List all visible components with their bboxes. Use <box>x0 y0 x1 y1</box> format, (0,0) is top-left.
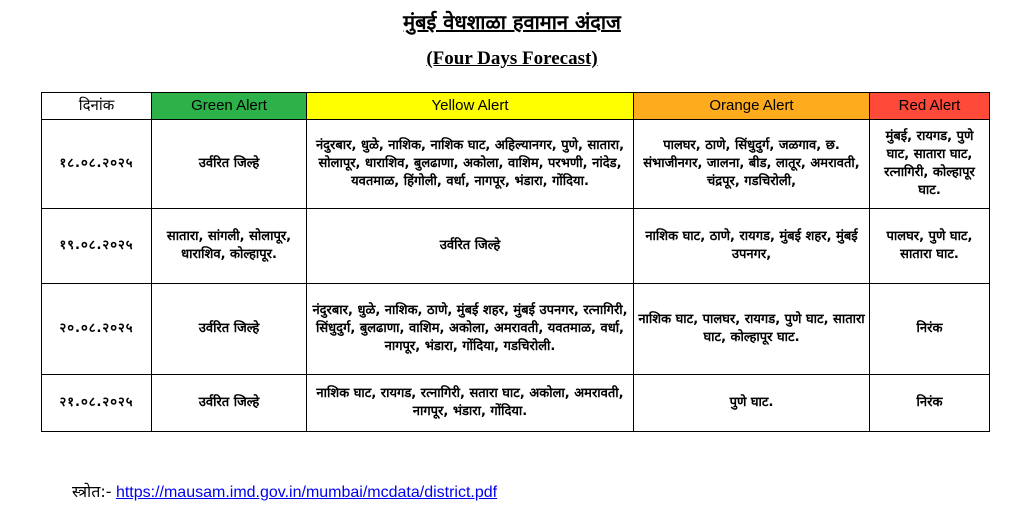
source-link[interactable]: https://mausam.imd.gov.in/mumbai/mcdata/district.pdf <box>115 484 498 501</box>
cell-red: निरंक <box>870 284 990 375</box>
table-row <box>42 284 990 375</box>
cell-orange: पुणे घाट. <box>634 375 870 432</box>
cell-orange: नाशिक घाट, ठाणे, रायगड, मुंबई शहर, मुंबई उपनगर, <box>634 209 870 284</box>
cell-orange: नाशिक घाट, पालघर, रायगड, पुणे घाट, सातारा घाट, कोल्हापूर घाट. <box>634 284 870 375</box>
cell-green: उर्वरित जिल्हे <box>152 375 307 432</box>
forecast-table <box>41 92 990 432</box>
header-orange-alert: Orange Alert <box>634 93 870 120</box>
cell-green: उर्वरित जिल्हे <box>152 120 307 209</box>
cell-red: निरंक <box>870 375 990 432</box>
cell-green: सातारा, सांगली, सोलापूर, धाराशिव, कोल्हापूर. <box>152 209 307 284</box>
table-row <box>42 209 990 284</box>
source-label: स्त्रोत:- <box>72 482 112 501</box>
cell-yellow: नंदुरबार, धुळे, नाशिक, ठाणे, मुंबई शहर, मुंबई उपनगर, रत्नागिरी, सिंधुदुर्ग, बुलढाणा, वाशिम, अकोला, अमरावती, यवतमाळ, वर्धा, नागपूर, भंडारा, गोंदिया, गडचिरोली. <box>307 284 634 375</box>
cell-date: २०.०८.२०२५ <box>42 284 152 375</box>
cell-red: मुंबई, रायगड, पुणे घाट, सातारा घाट, रत्नागिरी, कोल्हापूर घाट. <box>870 120 990 209</box>
page-subtitle: (Four Days Forecast) <box>426 48 598 69</box>
header-green-alert: Green Alert <box>152 93 307 120</box>
cell-yellow: नंदुरबार, धुळे, नाशिक, नाशिक घाट, अहिल्यानगर, पुणे, सातारा, सोलापूर, धाराशिव, बुलढाणा, अकोला, वाशिम, परभणी, नांदेड, यवतमाळ, हिंगोली, वर्धा, नागपूर, भंडारा, गोंदिया. <box>307 120 634 209</box>
cell-date: १९.०८.२०२५ <box>42 209 152 284</box>
header-red-alert: Red Alert <box>870 93 990 120</box>
table-row <box>42 120 990 209</box>
cell-yellow: उर्वरित जिल्हे <box>307 209 634 284</box>
page-title: मुंबई वेधशाळा हवामान अंदाज <box>403 10 621 34</box>
cell-yellow: नाशिक घाट, रायगड, रत्नागिरी, सतारा घाट, अकोला, अमरावती, नागपूर, भंडारा, गोंदिया. <box>307 375 634 432</box>
table-header-row <box>42 93 990 120</box>
header-yellow-alert: Yellow Alert <box>307 93 634 120</box>
cell-orange: पालघर, ठाणे, सिंधुदुर्ग, जळगाव, छ. संभाजीनगर, जालना, बीड, लातूर, अमरावती, चंद्रपूर, गडचिरोली, <box>634 120 870 209</box>
cell-green: उर्वरित जिल्हे <box>152 284 307 375</box>
source-line <box>72 480 497 502</box>
cell-date: १८.०८.२०२५ <box>42 120 152 209</box>
cell-red: पालघर, पुणे घाट, सातारा घाट. <box>870 209 990 284</box>
cell-date: २१.०८.२०२५ <box>42 375 152 432</box>
header-date: दिनांक <box>42 93 152 120</box>
table-row <box>42 375 990 432</box>
